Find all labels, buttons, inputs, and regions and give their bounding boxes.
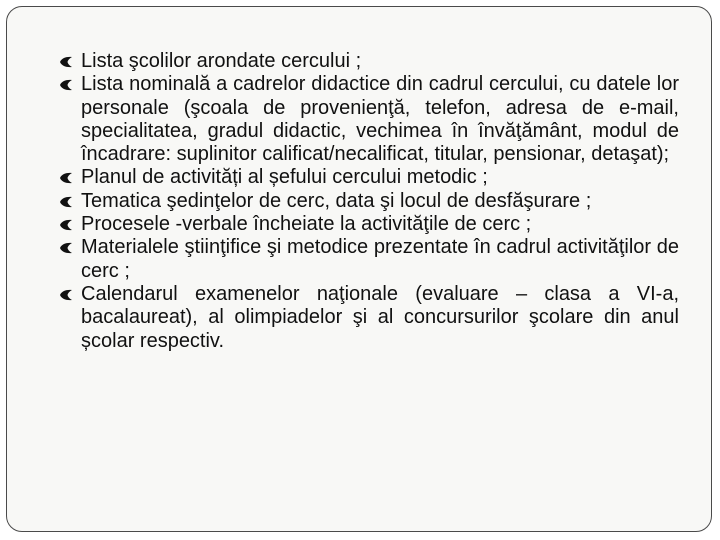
wing-bullet-icon	[59, 171, 73, 185]
list-item-text: Tematica şedinţelor de cerc, data şi locul de desfăşurare ;	[81, 189, 592, 212]
list-item-text: Calendarul examenelor naţionale (evaluare – clasa a VI-a, bacalaureat), al olimpiadelor şi al concursurilor şcolare din anul școlar respectiv.	[81, 282, 679, 352]
list-item	[59, 73, 679, 166]
list-item	[59, 236, 679, 283]
list-item-text: Materialele ştiinţifice şi metodice prezentate în cadrul activităţilor de cerc ;	[81, 236, 679, 282]
list-item-text: Planul de activități al șefului cercului metodic ;	[81, 166, 488, 189]
bullet-list	[59, 50, 679, 353]
list-item-text: Procesele -verbale încheiate la activităţile de cerc ;	[81, 213, 532, 236]
wing-bullet-icon	[59, 218, 73, 232]
wing-bullet-icon	[59, 241, 73, 255]
slide-frame	[6, 6, 712, 532]
list-item	[59, 190, 679, 213]
list-item-text: Lista nominală a cadrelor didactice din cadrul cercului, cu datele lor personale (şcoala de provenienţă, telefon, adresa de e-mail, specialitatea, gradul didactic, vechimea în învăţământ, modul de încadrare: suplinitor calificat/necalificat, titular, pensionar, detaşat);	[81, 73, 679, 166]
wing-bullet-icon	[59, 78, 73, 92]
wing-bullet-icon	[59, 55, 73, 69]
wing-bullet-icon	[59, 288, 73, 302]
list-item	[59, 50, 679, 73]
list-item	[59, 283, 679, 353]
list-item	[59, 166, 679, 189]
list-item	[59, 213, 679, 236]
list-item-text: Lista şcolilor arondate cercului ;	[81, 50, 362, 72]
wing-bullet-icon	[59, 195, 73, 209]
